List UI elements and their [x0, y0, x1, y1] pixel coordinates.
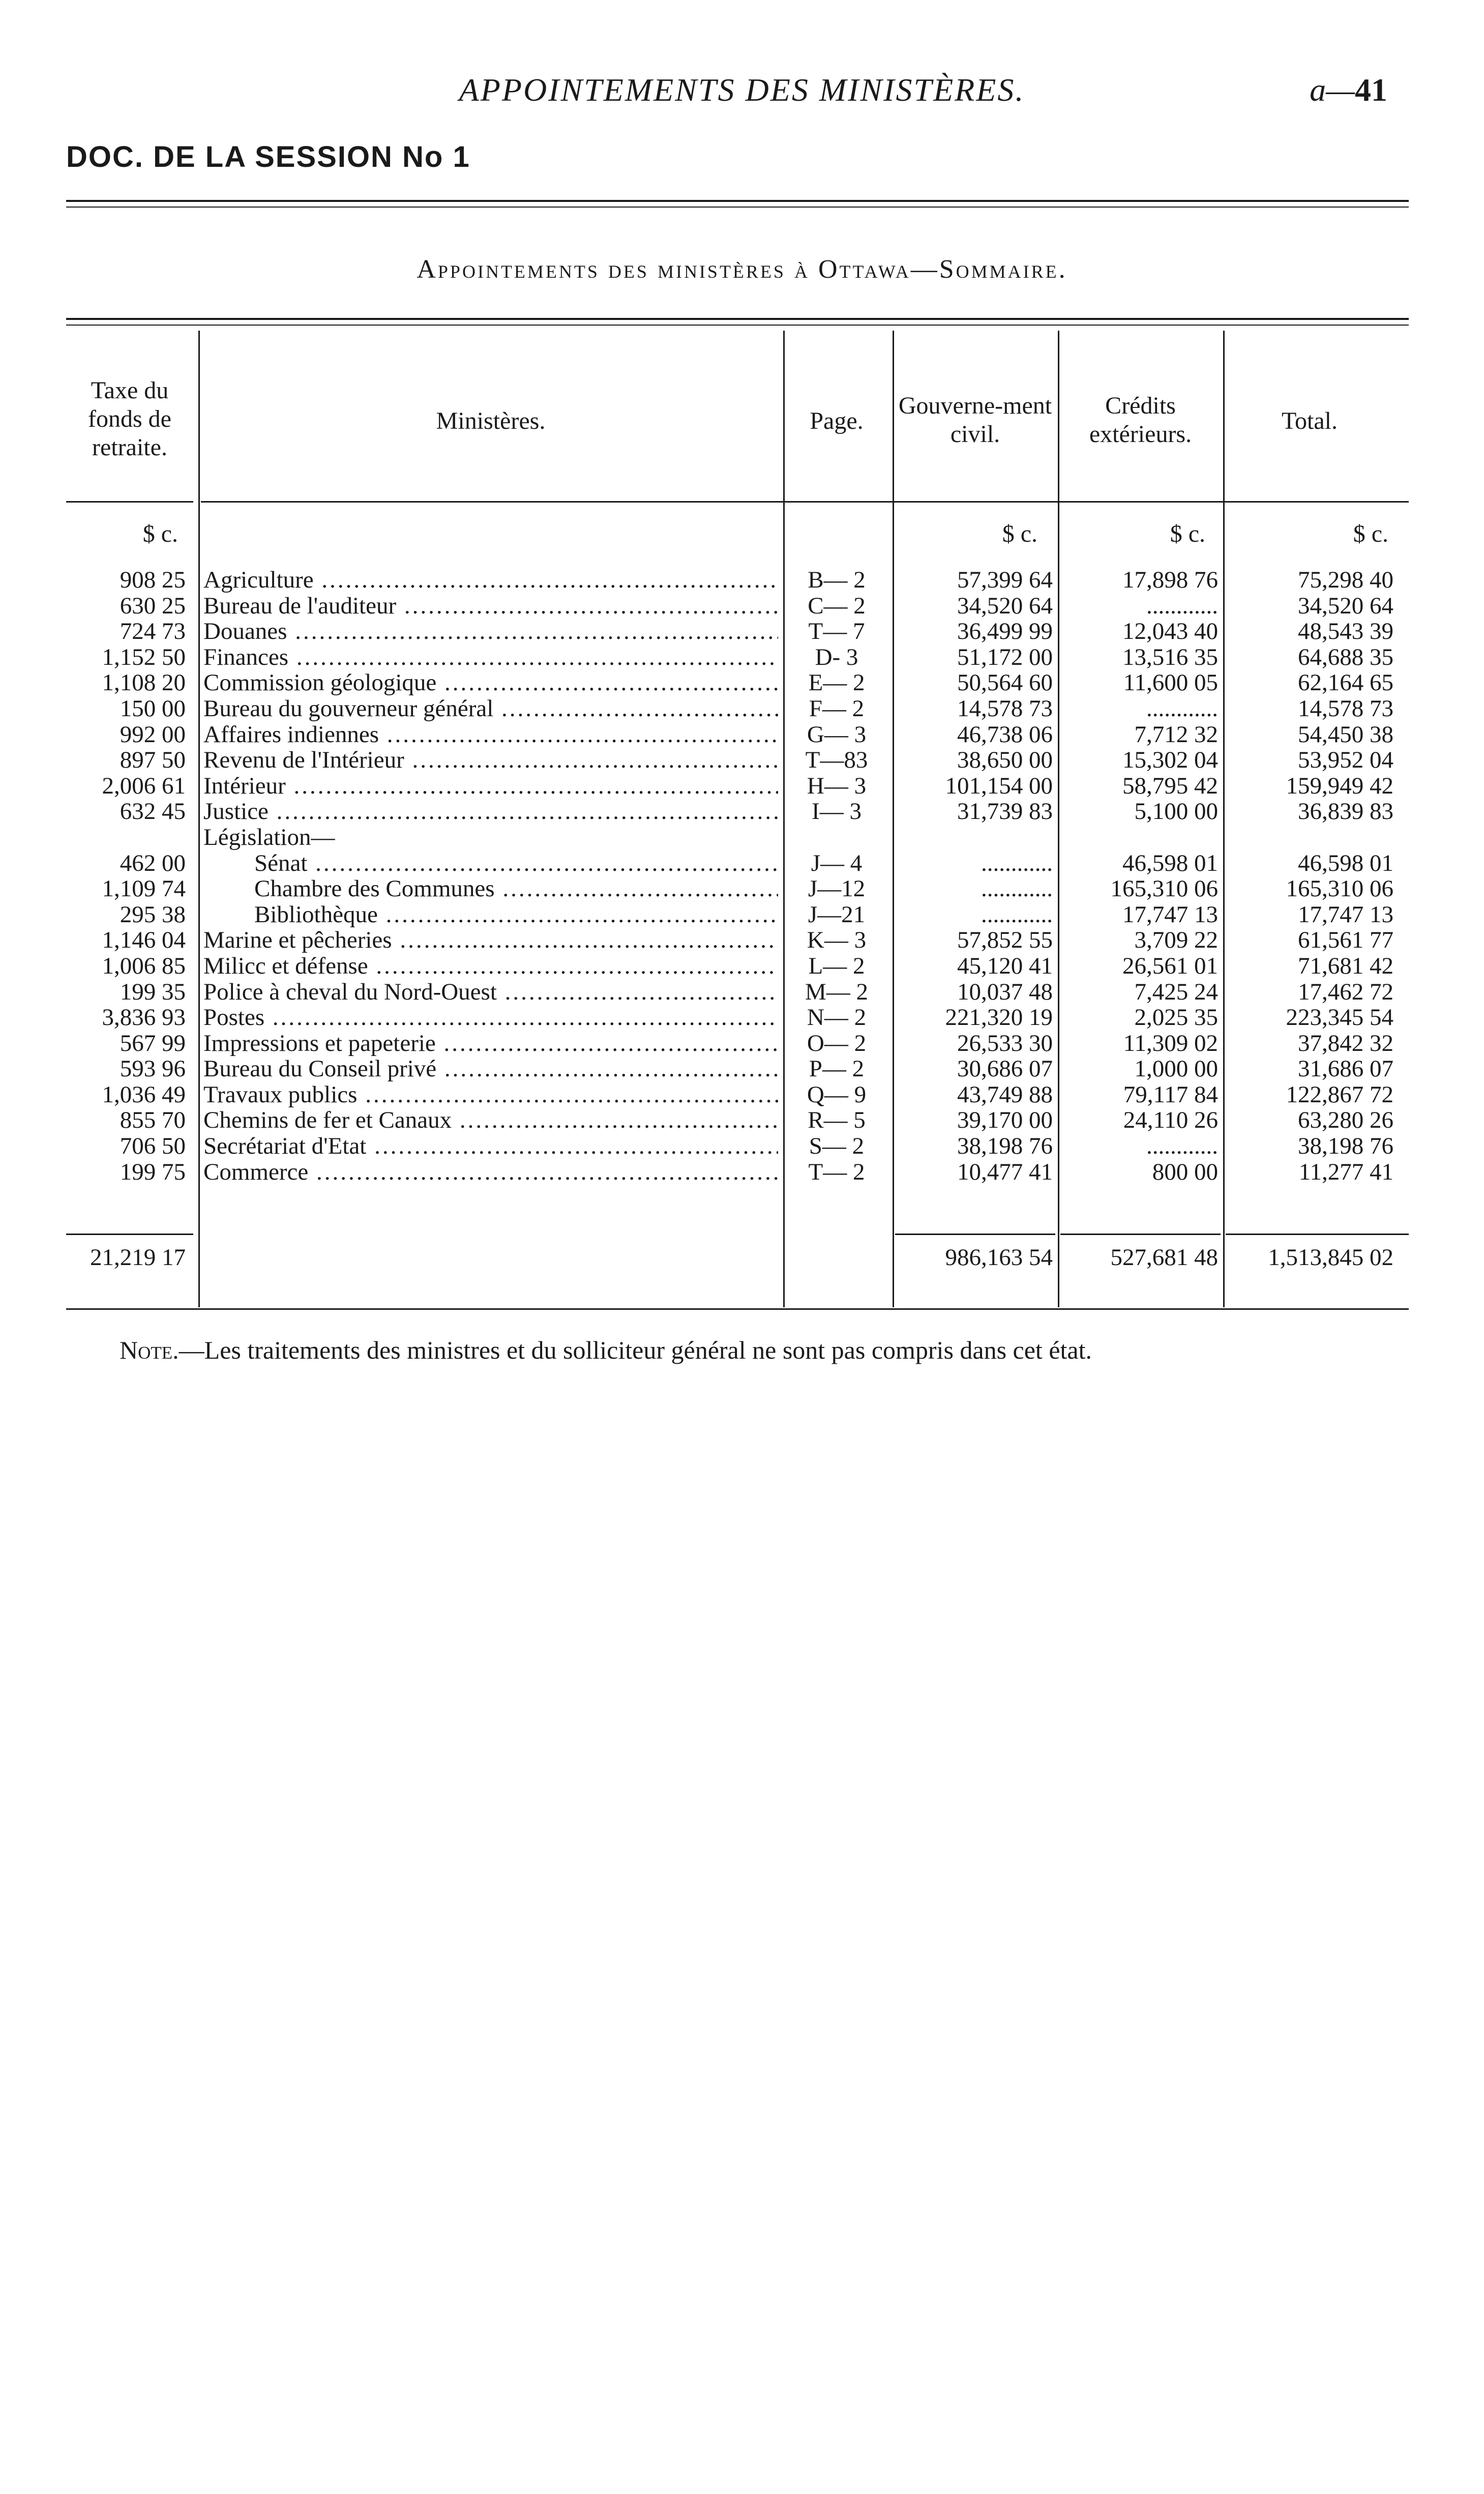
cell-credits: 1,000 00: [1134, 1055, 1218, 1082]
cell-tax: 150 00: [120, 695, 186, 722]
table-row: [0, 1031, 1484, 1057]
cell-ministry: Bureau du Conseil privé .....: [203, 1056, 778, 1081]
cell-page: B— 2: [808, 567, 866, 593]
cell-gov: 36,499 99: [957, 618, 1053, 645]
cell-ministry: Sénat .....: [254, 850, 778, 876]
cell-credits: 12,043 40: [1122, 618, 1218, 645]
cell-tax: 2,006 61: [102, 772, 186, 799]
cell-ministry: Commerce .....: [203, 1159, 778, 1185]
cell-gov: 30,686 07: [957, 1055, 1053, 1082]
totals-row: [0, 1244, 1484, 1274]
cell-credits: 79,117 84: [1123, 1081, 1218, 1108]
cell-credits: 26,561 01: [1122, 952, 1218, 979]
cell-total: 63,280 26: [1298, 1107, 1393, 1134]
cell-tax: 1,006 85: [102, 952, 186, 979]
cell-page: T— 7: [808, 618, 865, 645]
unit-total: $ c.: [1353, 520, 1388, 547]
cell-tax: 199 75: [120, 1158, 186, 1185]
cell-tax: 3,836 93: [102, 1004, 186, 1031]
cell-ministry: Commission géologique .....: [203, 670, 778, 695]
total-credits: 527,681 48: [1110, 1244, 1218, 1271]
cell-page: N— 2: [807, 1004, 867, 1031]
note-label: Note.: [120, 1336, 179, 1364]
table-row: [0, 619, 1484, 644]
cell-tax: 724 73: [120, 618, 186, 645]
cell-tax: 567 99: [120, 1030, 186, 1057]
cell-tax: 1,036 49: [102, 1081, 186, 1108]
cell-page: P— 2: [809, 1055, 865, 1082]
cell-page: L— 2: [808, 952, 865, 979]
cell-ministry: Travaux publics .....: [203, 1082, 778, 1107]
cell-gov: 38,650 00: [957, 747, 1053, 774]
cell-page: K— 3: [807, 927, 867, 954]
note-text: —Les traitements des ministres et du solliciteur général ne sont pas compris dans cet état.: [179, 1336, 1092, 1364]
table-row: [0, 1107, 1484, 1133]
header-gov: Gouverne-ment civil.: [898, 392, 1052, 448]
table-row: [0, 902, 1484, 928]
cell-page: I— 3: [812, 798, 862, 825]
cell-credits: 7,712 32: [1134, 721, 1218, 748]
cell-page: F— 2: [809, 695, 865, 722]
cell-credits: 7,425 24: [1134, 978, 1218, 1005]
cell-tax: 1,146 04: [102, 927, 186, 954]
cell-ministry: Bibliothèque .....: [254, 902, 778, 927]
cell-tax: 1,109 74: [102, 875, 186, 902]
totals-separator-tax: [66, 1234, 193, 1235]
cell-ministry: Chambre des Communes .....: [254, 876, 778, 901]
table-bottom-rule: [66, 1308, 1409, 1310]
cell-credits: 5,100 00: [1134, 798, 1218, 825]
cell-page: J— 4: [811, 849, 863, 876]
cell-total: 46,598 01: [1298, 849, 1393, 876]
table-row: [0, 1133, 1484, 1159]
table-row: [0, 850, 1484, 876]
cell-ministry: Finances .....: [203, 644, 778, 670]
cell-total: 48,543 39: [1298, 618, 1393, 645]
cell-gov: 46,738 06: [957, 721, 1053, 748]
header-separator: [201, 501, 1409, 503]
cell-total: 54,450 38: [1298, 721, 1393, 748]
cell-ministry: Milicc et défense .....: [203, 953, 778, 979]
cell-page: J—21: [808, 901, 866, 928]
cell-credits: 11,309 02: [1123, 1030, 1218, 1057]
total-total: 1,513,845 02: [1268, 1244, 1393, 1271]
cell-page: R— 5: [808, 1107, 866, 1134]
cell-tax: 462 00: [120, 849, 186, 876]
cell-ministry: Postes .....: [203, 1005, 778, 1030]
cell-gov: 57,399 64: [957, 567, 1053, 593]
table-row: [0, 773, 1484, 799]
header-page: Page.: [810, 407, 864, 434]
unit-credits: $ c.: [1170, 520, 1205, 547]
table-row: [0, 1005, 1484, 1031]
cell-credits: ............: [1146, 592, 1218, 619]
cell-gov: 26,533 30: [957, 1030, 1053, 1057]
cell-page: C— 2: [808, 592, 866, 619]
cell-total: 17,747 13: [1298, 901, 1393, 928]
cell-ministry: Douanes .....: [203, 619, 778, 644]
cell-total: 223,345 54: [1286, 1004, 1393, 1031]
cell-ministry: Chemins de fer et Canaux .....: [203, 1107, 778, 1133]
cell-total: 165,310 06: [1286, 875, 1393, 902]
cell-total: 159,949 42: [1286, 772, 1393, 799]
cell-gov: 57,852 55: [957, 927, 1053, 954]
table-row: [0, 876, 1484, 902]
table-row: [0, 747, 1484, 773]
cell-credits: 17,898 76: [1122, 567, 1218, 593]
cell-credits: 46,598 01: [1122, 849, 1218, 876]
cell-total: 122,867 72: [1286, 1081, 1393, 1108]
cell-gov: 10,037 48: [957, 978, 1053, 1005]
cell-gov: 101,154 00: [945, 772, 1053, 799]
header-rule-top: [66, 200, 1409, 202]
cell-tax: 1,152 50: [102, 643, 186, 670]
cell-total: 61,561 77: [1298, 927, 1393, 954]
cell-gov: 38,198 76: [957, 1133, 1053, 1160]
cell-ministry: Intérieur .....: [203, 773, 778, 799]
table-row: [0, 927, 1484, 953]
table-row: [0, 670, 1484, 696]
cell-total: 31,686 07: [1298, 1055, 1393, 1082]
table-row: [0, 722, 1484, 748]
cell-gov: 43,749 88: [957, 1081, 1053, 1108]
page-prefix: a—: [1310, 72, 1355, 108]
cell-credits: 15,302 04: [1122, 747, 1218, 774]
cell-page: T— 2: [808, 1158, 865, 1185]
totals-separator-gov: [895, 1234, 1055, 1235]
cell-total: 53,952 04: [1298, 747, 1393, 774]
cell-gov: 10,477 41: [957, 1158, 1053, 1185]
page-number-value: 41: [1355, 72, 1387, 108]
cell-ministry: Secrétariat d'Etat .....: [203, 1133, 778, 1159]
cell-credits: 3,709 22: [1134, 927, 1218, 954]
header-separator-tax: [66, 501, 193, 503]
cell-page: D- 3: [815, 643, 858, 670]
cell-gov: ............: [981, 875, 1053, 902]
cell-ministry: Bureau de l'auditeur .....: [203, 593, 778, 619]
doc-session-label: DOC. DE LA SESSION No 1: [66, 140, 470, 173]
table-title: Appointements des ministères à Ottawa—Sommaire.: [417, 255, 1067, 284]
cell-page: E— 2: [808, 669, 865, 696]
cell-tax: 992 00: [120, 721, 186, 748]
table-body: [0, 567, 1484, 1185]
cell-gov: ............: [981, 901, 1053, 928]
cell-tax: 199 35: [120, 978, 186, 1005]
unit-tax: $ c.: [142, 520, 178, 547]
cell-gov: 221,320 19: [945, 1004, 1053, 1031]
cell-total: 34,520 64: [1298, 592, 1393, 619]
cell-ministry: Impressions et papeterie .....: [203, 1031, 778, 1056]
cell-total: 64,688 35: [1298, 643, 1393, 670]
cell-gov: 34,520 64: [957, 592, 1053, 619]
cell-credits: 13,516 35: [1122, 643, 1218, 670]
cell-tax: 855 70: [120, 1107, 186, 1134]
table-top-rule: [66, 318, 1409, 320]
cell-page: G— 3: [807, 721, 867, 748]
table-row: [0, 593, 1484, 619]
totals-separator-total: [1226, 1234, 1409, 1235]
cell-tax: 632 45: [120, 798, 186, 825]
cell-page: J—12: [808, 875, 866, 902]
cell-page: S— 2: [809, 1133, 865, 1160]
cell-total: 71,681 42: [1298, 952, 1393, 979]
total-gov: 986,163 54: [945, 1244, 1053, 1271]
table-row: [0, 567, 1484, 593]
cell-page: O— 2: [807, 1030, 867, 1057]
cell-tax: 630 25: [120, 592, 186, 619]
table-row: [0, 1159, 1484, 1185]
header-tax: Taxe du fonds de retraite.: [88, 377, 171, 461]
cell-ministry: Agriculture .....: [203, 567, 778, 593]
table-row: [0, 953, 1484, 979]
cell-total: 38,198 76: [1298, 1133, 1393, 1160]
cell-page: H— 3: [807, 772, 867, 799]
cell-credits: 2,025 35: [1134, 1004, 1218, 1031]
cell-credits: 11,600 05: [1123, 669, 1218, 696]
cell-total: 62,164 65: [1298, 669, 1393, 696]
cell-tax: 706 50: [120, 1133, 186, 1160]
header-credits: Crédits extérieurs.: [1089, 392, 1192, 448]
cell-ministry: Revenu de l'Intérieur .....: [203, 747, 778, 773]
cell-ministry: Justice .....: [203, 799, 778, 824]
cell-ministry: Législation—: [203, 824, 335, 850]
header-ministry: Ministères.: [436, 407, 546, 434]
cell-credits: 24,110 26: [1123, 1107, 1218, 1134]
cell-gov: 51,172 00: [957, 643, 1053, 670]
unit-gov: $ c.: [1002, 520, 1037, 547]
cell-page: M— 2: [805, 978, 869, 1005]
cell-credits: 165,310 06: [1110, 875, 1218, 902]
cell-ministry: Police à cheval du Nord-Ouest .....: [203, 979, 778, 1005]
footnote: [120, 1335, 1092, 1365]
cell-ministry: Bureau du gouverneur général .....: [203, 696, 778, 721]
table-row: [0, 696, 1484, 722]
cell-gov: 45,120 41: [957, 952, 1053, 979]
cell-tax: 593 96: [120, 1055, 186, 1082]
table-row: [0, 1056, 1484, 1082]
cell-page: T—83: [805, 747, 868, 774]
header-total: Total.: [1282, 407, 1338, 434]
total-tax: 21,219 17: [90, 1244, 186, 1271]
cell-tax: 295 38: [120, 901, 186, 928]
header-rule-bottom: [66, 207, 1409, 208]
cell-gov: ............: [981, 849, 1053, 876]
cell-total: 17,462 72: [1298, 978, 1393, 1005]
running-title: APPOINTEMENTS DES MINISTÈRES.: [459, 72, 1025, 108]
cell-tax: 1,108 20: [102, 669, 186, 696]
cell-tax: 908 25: [120, 567, 186, 593]
cell-ministry: Affaires indiennes .....: [203, 722, 778, 747]
cell-total: 14,578 73: [1298, 695, 1393, 722]
cell-ministry: Marine et pêcheries .....: [203, 927, 778, 953]
cell-page: Q— 9: [807, 1081, 867, 1108]
cell-credits: 58,795 42: [1122, 772, 1218, 799]
cell-credits: ............: [1146, 1133, 1218, 1160]
cell-credits: 17,747 13: [1122, 901, 1218, 928]
table-row: [0, 644, 1484, 670]
cell-gov: 39,170 00: [957, 1107, 1053, 1134]
cell-total: 37,842 32: [1298, 1030, 1393, 1057]
cell-total: 75,298 40: [1298, 567, 1393, 593]
cell-gov: 14,578 73: [957, 695, 1053, 722]
cell-credits: ............: [1146, 695, 1218, 722]
table-row: [0, 799, 1484, 825]
cell-total: 11,277 41: [1298, 1158, 1393, 1185]
table-row: [0, 979, 1484, 1005]
cell-total: 36,839 83: [1298, 798, 1393, 825]
cell-gov: 50,564 60: [957, 669, 1053, 696]
cell-tax: 897 50: [120, 747, 186, 774]
table-row: [0, 1082, 1484, 1108]
cell-gov: 31,739 83: [957, 798, 1053, 825]
table-top-rule-2: [66, 325, 1409, 326]
totals-separator-credits: [1060, 1234, 1221, 1235]
cell-credits: 800 00: [1152, 1158, 1218, 1185]
page-number: [1310, 71, 1387, 109]
table-row: [0, 825, 1484, 850]
